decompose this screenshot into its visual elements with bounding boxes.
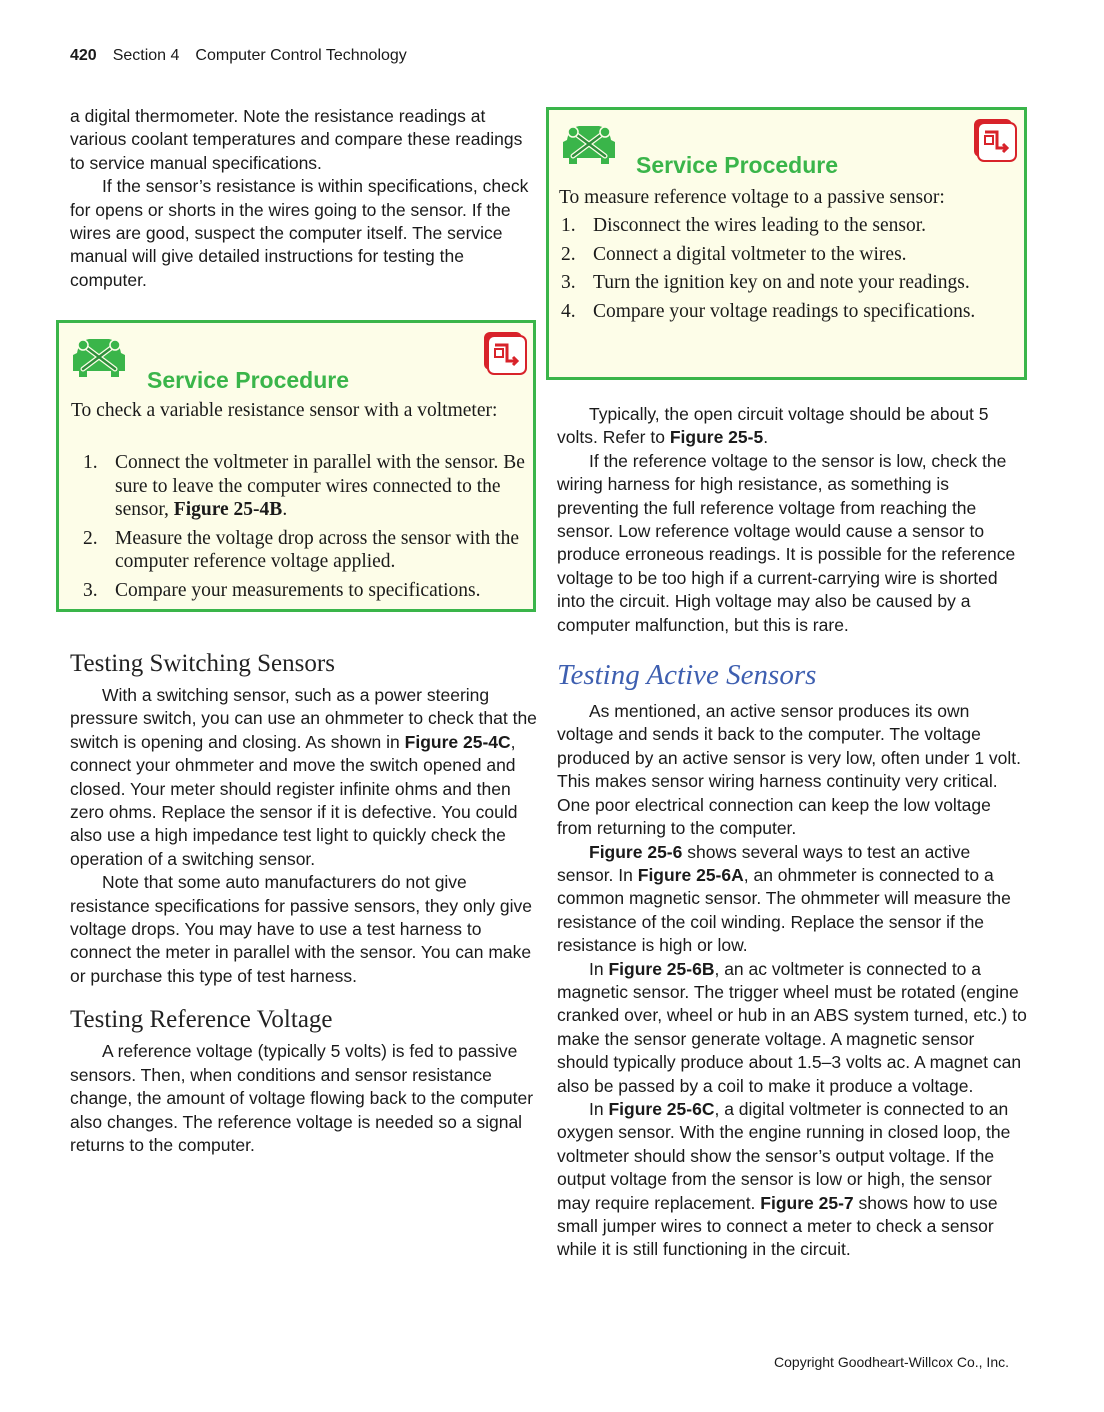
paragraph: a digital thermometer. Note the resistance readings at various coolant temperatures and compare these readings to service manual specifications.: [70, 106, 523, 173]
paragraph: If the reference voltage to the sensor is low, check the wiring harness for high resistance, as something is preventing the full reference voltage from reaching the sensor. Low reference voltage would cause a sensor to produce erroneous readings. It is possible for the reference voltage to be too high if a current-carrying wire is shorted into the circuit. High voltage may also be caused by a computer malfunction, but this is rare.: [557, 450, 1016, 635]
paragraph: In Figure 25-6C, a digital voltmeter is connected to an oxygen sensor. With the engine running in closed loop, the voltmeter should show the sensor’s output voltage. If the output voltage from the sensor is low or high, the sensor may require replacement. Figure 25-7 shows how to use small jumper wires to connect a meter to check a sensor while it is still functioning in the circuit.: [557, 1098, 1011, 1260]
section-heading: Testing Active Sensors: [557, 659, 817, 692]
left-column-bottom: [70, 650, 538, 1157]
figure-ref[interactable]: Figure 25-6C: [608, 1098, 715, 1119]
figure-ref[interactable]: Figure 25-4B: [173, 499, 283, 520]
list-item: 4. Compare your voltage readings to specifications.: [561, 300, 976, 322]
figure-ref[interactable]: Figure 25-7: [760, 1192, 854, 1213]
right-column-bottom: [557, 403, 1027, 1262]
procedure-steps: [71, 451, 533, 607]
paragraph: If the sensor’s resistance is within specifications, check for opens or shorts in the wires going to the sensor. If the wires are good, suspect the computer itself. The service manual will give detailed instructions for testing the computer.: [70, 176, 529, 290]
figure-ref[interactable]: Figure 25-6B: [608, 958, 715, 979]
box-title: Service Procedure: [147, 367, 350, 393]
service-procedure-box: [56, 320, 536, 612]
list-item: 1. Disconnect the wires leading to the sensor.: [561, 215, 927, 236]
box-intro: To check a variable resistance sensor with a voltmeter:: [71, 400, 498, 421]
list-item: 1. Connect the voltmeter in parallel with the sensor. Be sure to leave the computer wires connected to the sensor, Figure 25-4B.: [83, 452, 525, 520]
paragraph: Figure 25-6 shows several ways to test an active sensor. In Figure 25-6A, an ohmmeter is connected to a common magnetic sensor. The ohmmeter will measure the resistance of the coil winding. Replace the sensor if the resistance is high or low.: [557, 841, 1011, 956]
list-item: 3. Compare your measurements to specifications.: [83, 579, 481, 601]
list-item: 2. Connect a digital voltmeter to the wires.: [561, 243, 907, 265]
procedure-steps: [549, 214, 989, 328]
paragraph: Note that some auto manufacturers do not give resistance specifications for passive sensors, they only give voltage drops. You may have to use a test harness to connect the meter in parallel with the sensor. You can make or purchase this type of test harness.: [70, 872, 533, 986]
running-header: [70, 47, 407, 65]
left-column-top: [70, 105, 538, 292]
figure-ref[interactable]: Figure 25-5: [669, 427, 764, 448]
box-title: Service Procedure: [636, 152, 839, 178]
box-intro: To measure reference voltage to a passive sensor:: [559, 187, 945, 208]
section-heading: Testing Reference Voltage: [70, 1006, 333, 1034]
cross-reference-icon: [483, 331, 527, 375]
cross-reference-icon: [973, 118, 1017, 162]
figure-ref[interactable]: Figure 25-4C: [404, 731, 511, 752]
figure-ref[interactable]: Figure 25-6A: [637, 864, 744, 885]
car-tools-icon: [69, 331, 129, 381]
paragraph: As mentioned, an active sensor produces its own voltage and sends it back to the computer. The voltage produced by an active sensor is very low, often under 1 volt. This makes sensor wiring harness continuity very critical. One poor electrical connection can keep the low voltage from returning to the computer.: [557, 701, 1022, 839]
chapter-title: Computer Control Technology: [195, 47, 407, 64]
list-item: 3. Turn the ignition key on and note your readings.: [561, 272, 970, 293]
paragraph: Typically, the open circuit voltage should be about 5 volts. Refer to Figure 25-5.: [557, 404, 989, 448]
list-item: 2. Measure the voltage drop across the sensor with the computer reference voltage applied.: [83, 527, 519, 572]
service-procedure-box: [546, 107, 1027, 380]
paragraph: A reference voltage (typically 5 volts) is fed to passive sensors. Then, when conditions and sensor resistance change, the amount of voltage flowing back to the computer also changes. The reference voltage is needed so a signal returns to the computer.: [70, 1041, 534, 1155]
paragraph: In Figure 25-6B, an ac voltmeter is connected to a magnetic sensor. The trigger wheel must be rotated (engine cranked over, wheel or hub in an ABS system turned, etc.) to make the sensor generate voltage. A magnetic sensor should typically produce about 1.5–3 volts ac. A magnet can also be passed by a coil to make it produce a voltage.: [557, 958, 1027, 1096]
figure-ref[interactable]: Figure 25-6: [589, 841, 683, 862]
copyright-footer: Copyright Goodheart-Willcox Co., Inc.: [774, 1354, 1009, 1370]
car-tools-icon: [559, 118, 619, 168]
page-number: 420: [70, 47, 97, 64]
section-heading: Testing Switching Sensors: [70, 650, 335, 677]
paragraph: With a switching sensor, such as a power steering pressure switch, you can use an ohmmeter to check that the switch is opening and closing. As shown in Figure 25-4C, connect your ohmmeter and move the switch opened and closed. Your meter should register infinite ohms and then zero ohms. Replace the sensor if it is defective. You could also use a high impedance test light to quickly check the operation of a switching sensor.: [70, 685, 537, 869]
section-label: Section 4: [112, 47, 180, 64]
